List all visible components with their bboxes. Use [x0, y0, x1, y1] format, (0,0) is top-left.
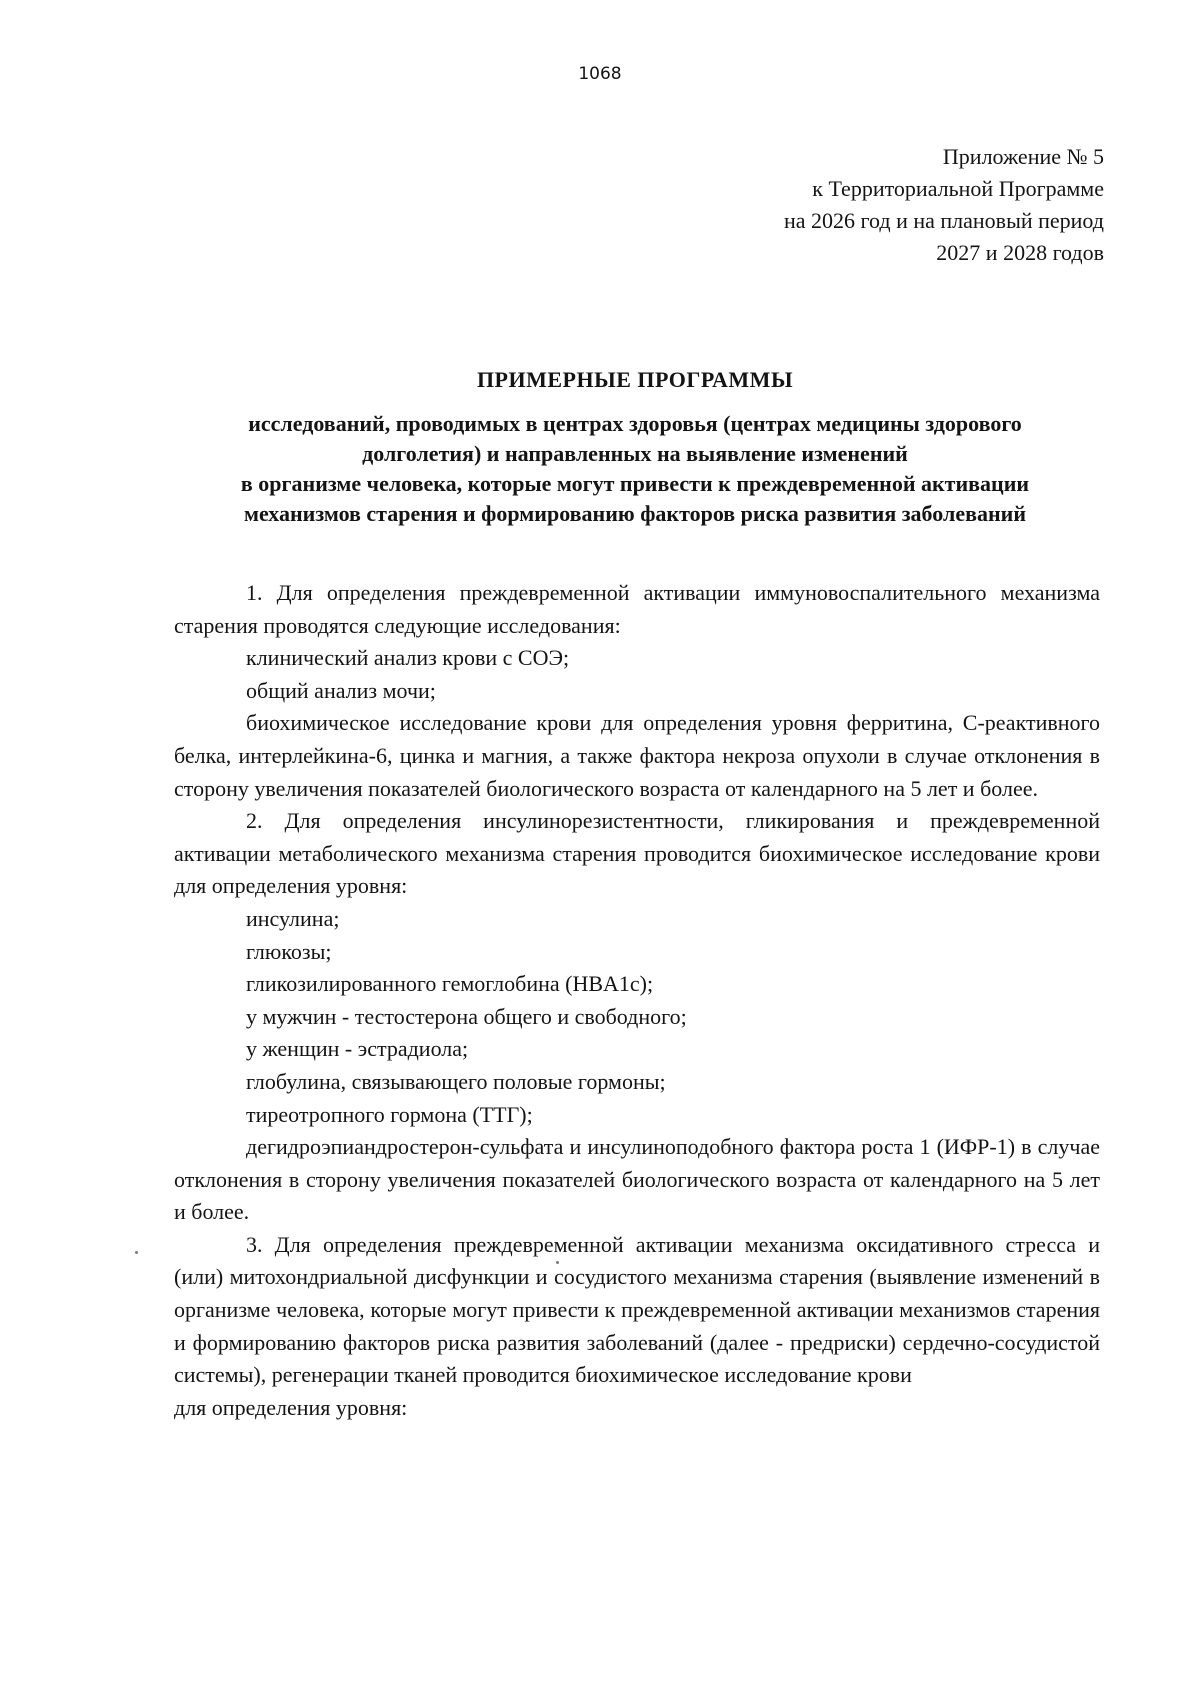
list-item: тиреотропного гормона (ТТГ); [246, 1101, 533, 1127]
document-body [174, 577, 1100, 1424]
page-number: 1068 [578, 64, 622, 84]
document-title: ПРИМЕРНЫЕ ПРОГРАММЫ [476, 367, 794, 392]
subtitle-line: в организме человека, которые могут привести к преждевременной активации [240, 471, 1030, 496]
section-1-intro: 1. Для определения преждевременной активации иммуновоспалительного механизма старения проводятся следующие исследования: [174, 580, 1100, 638]
list-item: глюкозы; [246, 938, 332, 964]
appendix-line: Приложение № 5 [942, 144, 1104, 169]
scan-speck [135, 1251, 138, 1254]
list-item: глобулина, связывающего половые гормоны; [246, 1068, 666, 1094]
list-item: общий анализ мочи; [246, 677, 436, 703]
section-2-intro: 2. Для определения инсулинорезистентности, гликирования и преждевременной активации метаболического механизма старения проводится биохимическое исследование крови для определения уровня: [174, 808, 1100, 899]
list-item: инсулина; [246, 905, 340, 931]
appendix-line: к Территориальной Программе [812, 176, 1104, 201]
section-3-tail: для определения уровня: [174, 1394, 408, 1420]
subtitle-line: исследований, проводимых в центрах здоровья (центрах медицины здорового [248, 411, 1022, 436]
document-subtitle [170, 409, 1100, 529]
subtitle-line: механизмов старения и формированию факторов риска развития заболеваний [243, 501, 1026, 526]
section-3-intro: 3. Для определения преждевременной активации механизма оксидативного стресса и (или) митохондриальной дисфункции и сосудистого механизма старения (выявление изменений в организме человека, которые могут привести к преждевременной активации механизмов старения и формированию факторов риска развития заболеваний (далее - предриски) сердечно-сосудистой системы), регенерации тканей проводится биохимическое исследование крови [174, 1231, 1100, 1388]
list-item: биохимическое исследование крови для определения уровня ферритина, С-реактивного белка, интерлейкина-6, цинка и магния, а также фактора некроза опухоли в случае отклонения в сторону увеличения показателей биологического возраста от календарного на 5 лет и более. [174, 710, 1100, 801]
list-item: у женщин - эстрадиола; [246, 1036, 469, 1062]
subtitle-line: долголетия) и направленных на выявление изменений [362, 441, 908, 466]
list-item: у мужчин - тестостерона общего и свободного; [246, 1003, 687, 1029]
scan-speck [556, 1261, 559, 1264]
document-title-block [170, 365, 1100, 529]
list-item: гликозилированного гемоглобина (HBA1c); [246, 971, 654, 997]
appendix-line: 2027 и 2028 годов [936, 240, 1104, 265]
list-item: дегидроэпиандростерон-сульфата и инсулиноподобного фактора роста 1 (ИФР-1) в случае отклонения в сторону увеличения показателей биологического возраста от календарного на 5 лет и более. [174, 1134, 1100, 1225]
appendix-header [784, 141, 1104, 269]
appendix-line: на 2026 год и на плановый период [784, 208, 1104, 233]
list-item: клинический анализ крови с СОЭ; [246, 645, 570, 671]
